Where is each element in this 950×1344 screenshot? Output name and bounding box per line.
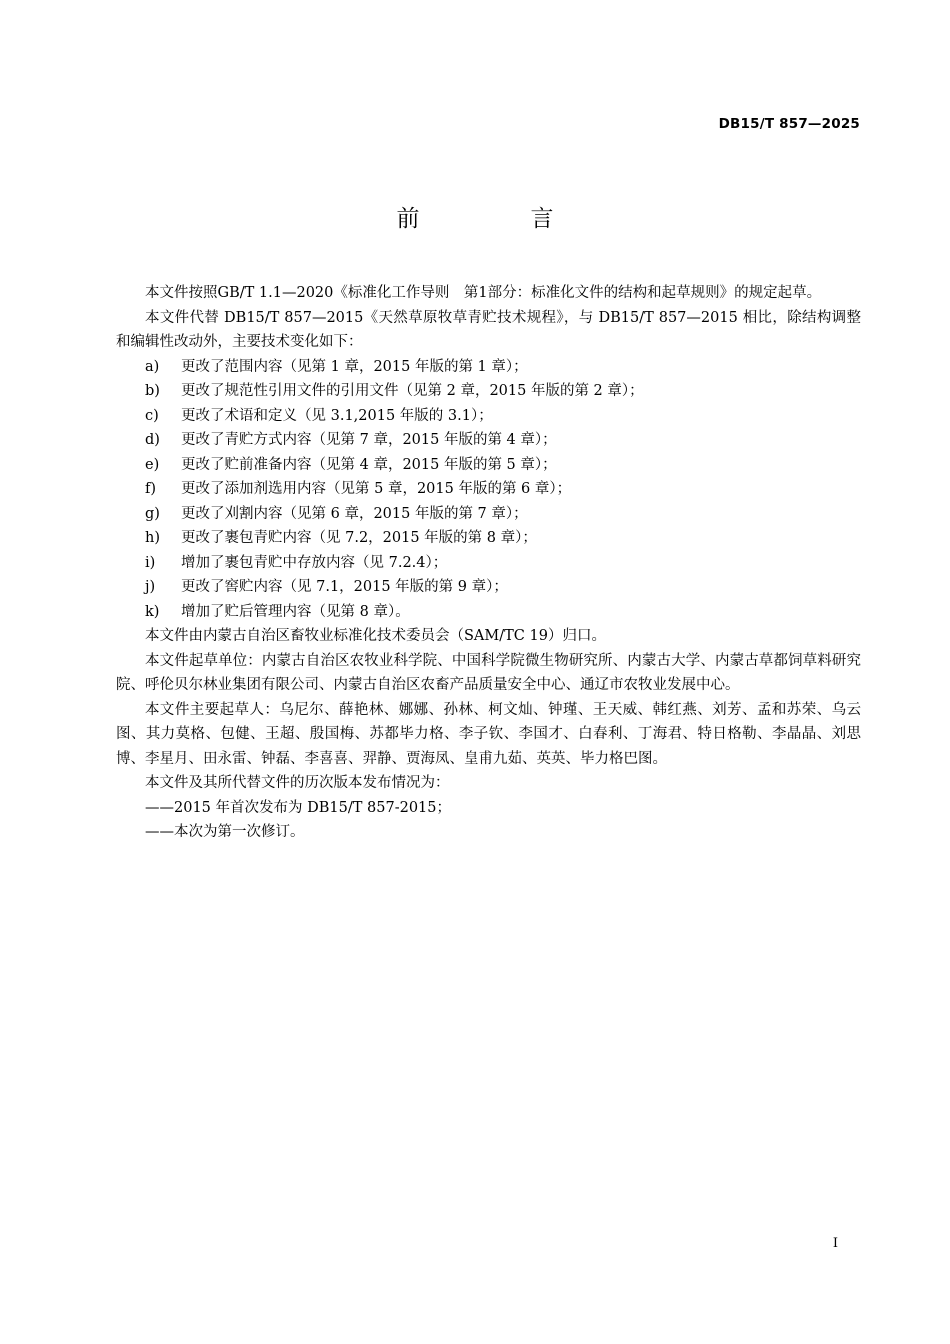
- change-item: [116, 502, 861, 527]
- change-item: [116, 428, 861, 453]
- page-title: 前 言: [396, 206, 598, 232]
- intro-paragraph: 本文件按照GB/T 1.1—2020《标准化工作导则 第1部分：标准化文件的结构和起草规则》的规定起草。: [145, 285, 822, 301]
- change-item-text: 更改了刈割内容（见第 6 章，2015 年版的第 7 章）；: [181, 505, 528, 522]
- change-item-label: d): [145, 432, 160, 448]
- change-item-label: g): [145, 505, 160, 522]
- replacement-paragraph: 本文件代替 DB15/T 857—2015《天然草原牧草青贮技术规程》，与 DB15/T 857—2015 相比，除结构调整和编辑性改动外，主要技术变化如下：: [116, 309, 861, 350]
- change-item-text: 更改了范围内容（见第 1 章，2015 年版的第 1 章）；: [181, 358, 528, 375]
- history-intro-paragraph: 本文件及其所代替文件的历次版本发布情况为：: [145, 775, 450, 791]
- change-item: [116, 379, 861, 404]
- document-code: DB15/T 857—2025: [718, 116, 860, 132]
- change-item-text: 更改了青贮方式内容（见第 7 章，2015 年版的第 4 章）；: [181, 432, 557, 448]
- change-item-label: f): [145, 481, 157, 497]
- change-item-text: 增加了贮后管理内容（见第 8 章）。: [181, 603, 410, 620]
- change-item-label: a): [145, 358, 160, 375]
- change-item-text: 更改了裹包青贮内容（见 7.2，2015 年版的第 8 章）；: [181, 530, 537, 546]
- change-item: [116, 575, 861, 600]
- change-item: [116, 526, 861, 551]
- change-item-text: 更改了添加剂选用内容（见第 5 章，2015 年版的第 6 章）；: [181, 481, 572, 497]
- change-item-label: i): [145, 554, 156, 571]
- change-item-label: c): [145, 407, 159, 424]
- page-number: I: [832, 1236, 838, 1251]
- change-item: [116, 600, 861, 625]
- foreword-body: [116, 281, 861, 845]
- change-item-text: 更改了术语和定义（见 3.1,2015 年版的 3.1）；: [181, 407, 493, 424]
- change-item-text: 更改了窖贮内容（见 7.1，2015 年版的第 9 章）；: [181, 579, 508, 595]
- change-item-label: h): [145, 530, 160, 546]
- drafting-units-paragraph: 本文件起草单位：内蒙古自治区农牧业科学院、中国科学院微生物研究所、内蒙古大学、内蒙古草都饲草料研究院、呼伦贝尔林业集团有限公司、内蒙古自治区农畜产品质量安全中心、通辽市农牧业发展中心。: [116, 652, 861, 693]
- change-item-text: 更改了贮前准备内容（见第 4 章，2015 年版的第 5 章）；: [181, 456, 557, 473]
- change-item: [116, 551, 861, 576]
- history-item: ——本次为第一次修订。: [145, 824, 305, 840]
- change-item-label: k): [145, 603, 160, 620]
- change-item-text: 增加了裹包青贮中存放内容（见 7.2.4）；: [181, 554, 448, 571]
- change-item: [116, 404, 861, 429]
- change-item: [116, 477, 861, 502]
- change-item: [116, 355, 861, 380]
- change-item-text: 更改了规范性引用文件的引用文件（见第 2 章，2015 年版的第 2 章）；: [181, 383, 644, 399]
- change-item-label: e): [145, 456, 160, 473]
- committee-paragraph: 本文件由内蒙古自治区畜牧业标准化技术委员会（SAM/TC 19）归口。: [145, 628, 606, 644]
- change-item-label: j): [145, 579, 156, 595]
- change-item-label: b): [145, 383, 160, 399]
- history-item: ——2015 年首次发布为 DB15/T 857-2015；: [145, 799, 451, 816]
- drafters-paragraph: 本文件主要起草人：乌尼尔、薛艳林、娜娜、孙林、柯文灿、钟瑾、王天威、韩红燕、刘芳、孟和苏荣、乌云图、其力莫格、包健、王超、殷国梅、苏都毕力格、李子钦、李国才、白春利、丁海君、特日格勒、李晶晶、刘思博、李星月、田永雷、钟磊、李喜喜、羿静、贾海凤、皇甫九茹、英英、毕力格巴图。: [116, 701, 861, 767]
- change-item: [116, 453, 861, 478]
